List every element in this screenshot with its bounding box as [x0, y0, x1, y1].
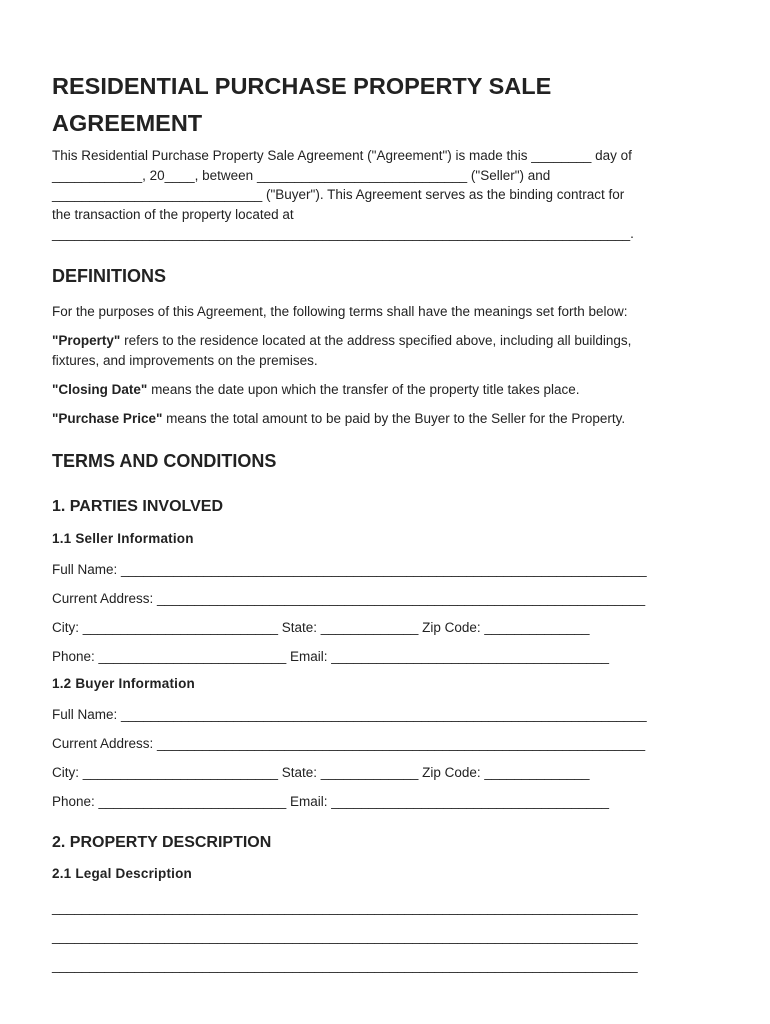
intro-line-1: This Residential Purchase Property Sale Agreement ("Agreement") is made this ________ day of: [52, 148, 632, 163]
buyer-info-heading: 1.2 Buyer Information: [52, 676, 195, 691]
seller-city-state-zip-field[interactable]: City: __________________________ State: _____________ Zip Code: ______________: [52, 620, 590, 635]
legal-description-line[interactable]: ______________________________________________________________________________: [52, 958, 638, 973]
terms-heading: TERMS AND CONDITIONS: [52, 451, 277, 471]
definition-closing-text: means the date upon which the transfer of the property title takes place.: [147, 382, 580, 397]
seller-phone-email-field[interactable]: Phone: _________________________ Email: _____________________________________: [52, 649, 610, 664]
term-closing-date: "Closing Date": [52, 382, 148, 397]
legal-description-line[interactable]: ______________________________________________________________________________: [52, 929, 638, 944]
seller-info-heading: 1.1 Seller Information: [52, 531, 194, 546]
buyer-city-state-zip-field[interactable]: City: __________________________ State: _____________ Zip Code: ______________: [52, 765, 590, 780]
definition-property: [52, 331, 631, 351]
intro-line-2: ____________, 20____, between ____________________________ ("Seller") and: [52, 167, 551, 183]
legal-description-line[interactable]: ______________________________________________________________________________: [52, 900, 638, 915]
legal-description-heading: 2.1 Legal Description: [52, 866, 192, 881]
buyer-full-name-field[interactable]: Full Name: ______________________________________________________________________: [52, 707, 647, 722]
buyer-phone-email-field[interactable]: Phone: _________________________ Email: _____________________________________: [52, 794, 610, 809]
seller-address-field[interactable]: Current Address: _________________________________________________________________: [52, 591, 646, 606]
intro-line-3: ____________________________ ("Buyer"). This Agreement serves as the binding contract for: [52, 187, 625, 202]
definition-property-cont: fixtures, and improvements on the premises.: [52, 352, 318, 368]
definition-price-text: means the total amount to be paid by the Buyer to the Seller for the Property.: [162, 411, 626, 426]
term-property: "Property": [52, 333, 121, 348]
document-title: RESIDENTIAL PURCHASE PROPERTY SALE AGREEMENT: [52, 73, 552, 136]
term-purchase-price: "Purchase Price": [52, 411, 163, 426]
definition-closing-date: [52, 380, 580, 400]
seller-full-name-field[interactable]: Full Name: ______________________________________________________________________: [52, 562, 647, 577]
definitions-heading: DEFINITIONS: [52, 266, 167, 286]
definition-purchase-price: [52, 409, 625, 429]
property-description-heading: 2. PROPERTY DESCRIPTION: [52, 834, 272, 851]
parties-heading: 1. PARTIES INVOLVED: [52, 498, 223, 515]
definition-property-text: refers to the residence located at the address specified above, including all buildings,: [120, 333, 632, 348]
definitions-lead: For the purposes of this Agreement, the following terms shall have the meanings set forth below:: [52, 304, 628, 319]
intro-line-4: the transaction of the property located at: [52, 206, 294, 222]
buyer-address-field[interactable]: Current Address: _________________________________________________________________: [52, 736, 646, 751]
intro-line-5: _____________________________________________________________________________.: [52, 226, 634, 241]
